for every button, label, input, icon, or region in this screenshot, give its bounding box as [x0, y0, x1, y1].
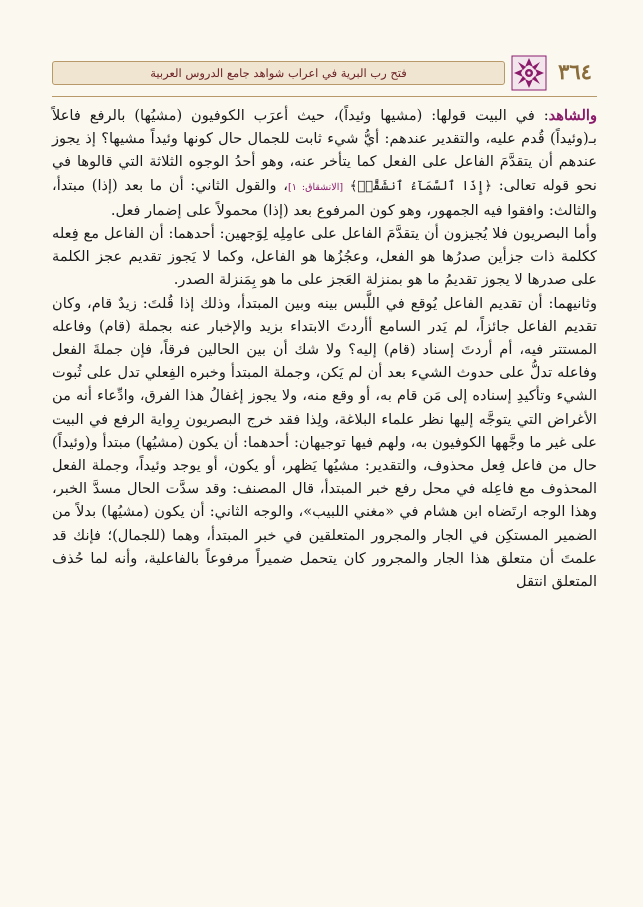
page-header	[52, 55, 597, 91]
page-number: ٣٦٤	[558, 59, 592, 84]
paragraph-text: : في البيت قولها: (مشيها وئيداً)، حيث أعرَب الكوفيون (مشيُها) بالرفع فاعلاً بـ(وئيداً) قُدم عليه، والتقدير عندهم: أيُّ شيء ثابت للجمال حال كونها وئيداً مشيها؟ إذ يجوز عندهم أن يتقدَّمَ الفاعل على الفعل كما يتأخر عنه، وهو أحدُ الوجوه الثلاثة التي قالوها في نحو قوله تعالى:	[52, 107, 597, 194]
paragraph-second-reason: وثانيهما: أن تقديم الفاعل يُوقع في اللَّبس بينه وبين المبتدأ، وذلك إذا قُلتَ: زيدٌ قام، وكان تقديم الفاعل جائزاً، لم يَدر السامع أأردتَ الابتداء بزيد والإخبار عنه بجملة (قام) وفاعله المستتر فيه، أم أردتَ إسناد (قام) إليه؟ ولا شك أن بين الحالين فرقاً، فإن جملةَ الفعل وفاعله تدلُّ على حدوث الشيء بعد أن لم يَكن، وجملة المبتدأ وخبره الفِعلي تدل على ثُبوت الشيء وتأكيدِ إسناده إلى مَن قام به، أو وقع منه، ولا يجوز إغفالُ هذا الفرق، وادِّعاء أنه من الأغراض التي يتوجَّه إليها نظر علماء البلاغة، ولِذا فقد خرج البصريون رِواية الرفع في البيت على غير ما وجَّهها الكوفيون به، ولهم فيها توجيهان: أحدهما: أن يكون (مشيُها) مبتدأ و(وئيداً) حال من فاعل فِعل محذوف، والتقدير: مشيُها يَظهر، أو يكون، أو يوجد وئيداً، وجملة الفعل المحذوف مع فاعِله في محل رفع خبر المبتدأ، قال المصنف: وقد سدَّت الحال مسدَّ الخبر، وهذا الوجه ارتَضاه ابن هشام في «مغني اللبيب»، والوجه الثاني: أن يكون (مشيُها) بدلاً من الضمير المستكِن في الجار والمجرور المتعلقين في خبر المبتدأ، وهما (للجمال)؛ فإنك قد علمتَ أن متعلق هذا الجار والمجرور كان يتحمل ضميراً مرفوعاً بالفاعلية، وأنه لما حُذف المتعلق انتقل	[52, 294, 597, 591]
paragraph-text: ، والقول الثاني: أن ما بعد (إذا) مبتدأ، والثالث: وافقوا فيه الجمهور، وهو كون المرفوع بعد (إذا) محمولاً على إضمار فعل.	[52, 176, 597, 219]
page-body	[52, 104, 597, 593]
ornament-icon	[511, 55, 547, 91]
verse-reference: [الانشقاق: ١]	[288, 181, 344, 193]
shahid-keyword: والشاهد	[548, 107, 597, 124]
header-divider	[52, 96, 597, 97]
paragraph-basriyyun: وأما البصريون فلا يُجيزون أن يتقدَّمَ الفاعل على عامِلِه لِوَجهين: أحدهما: أن الفاعل مع فِعله ككلمة ذات جزأين صدرُها هو الفعل، وعجُزُها هو الفاعل، وكما لا يَجوز تقديم عجز الكلمة على صدرها لا يجوز تقديمُ ما هو بمنزلة العَجز على ما هو بِمَنزلة الصدر.	[52, 225, 597, 289]
book-title: فتح رب البرية في اعراب شواهد جامع الدروس العربية	[52, 61, 505, 85]
paragraph-shahid	[52, 104, 597, 222]
quran-verse: ﴿إِذَا ٱلسَّمَآءُ ٱنشَقَّتۡ﴾	[349, 178, 493, 194]
